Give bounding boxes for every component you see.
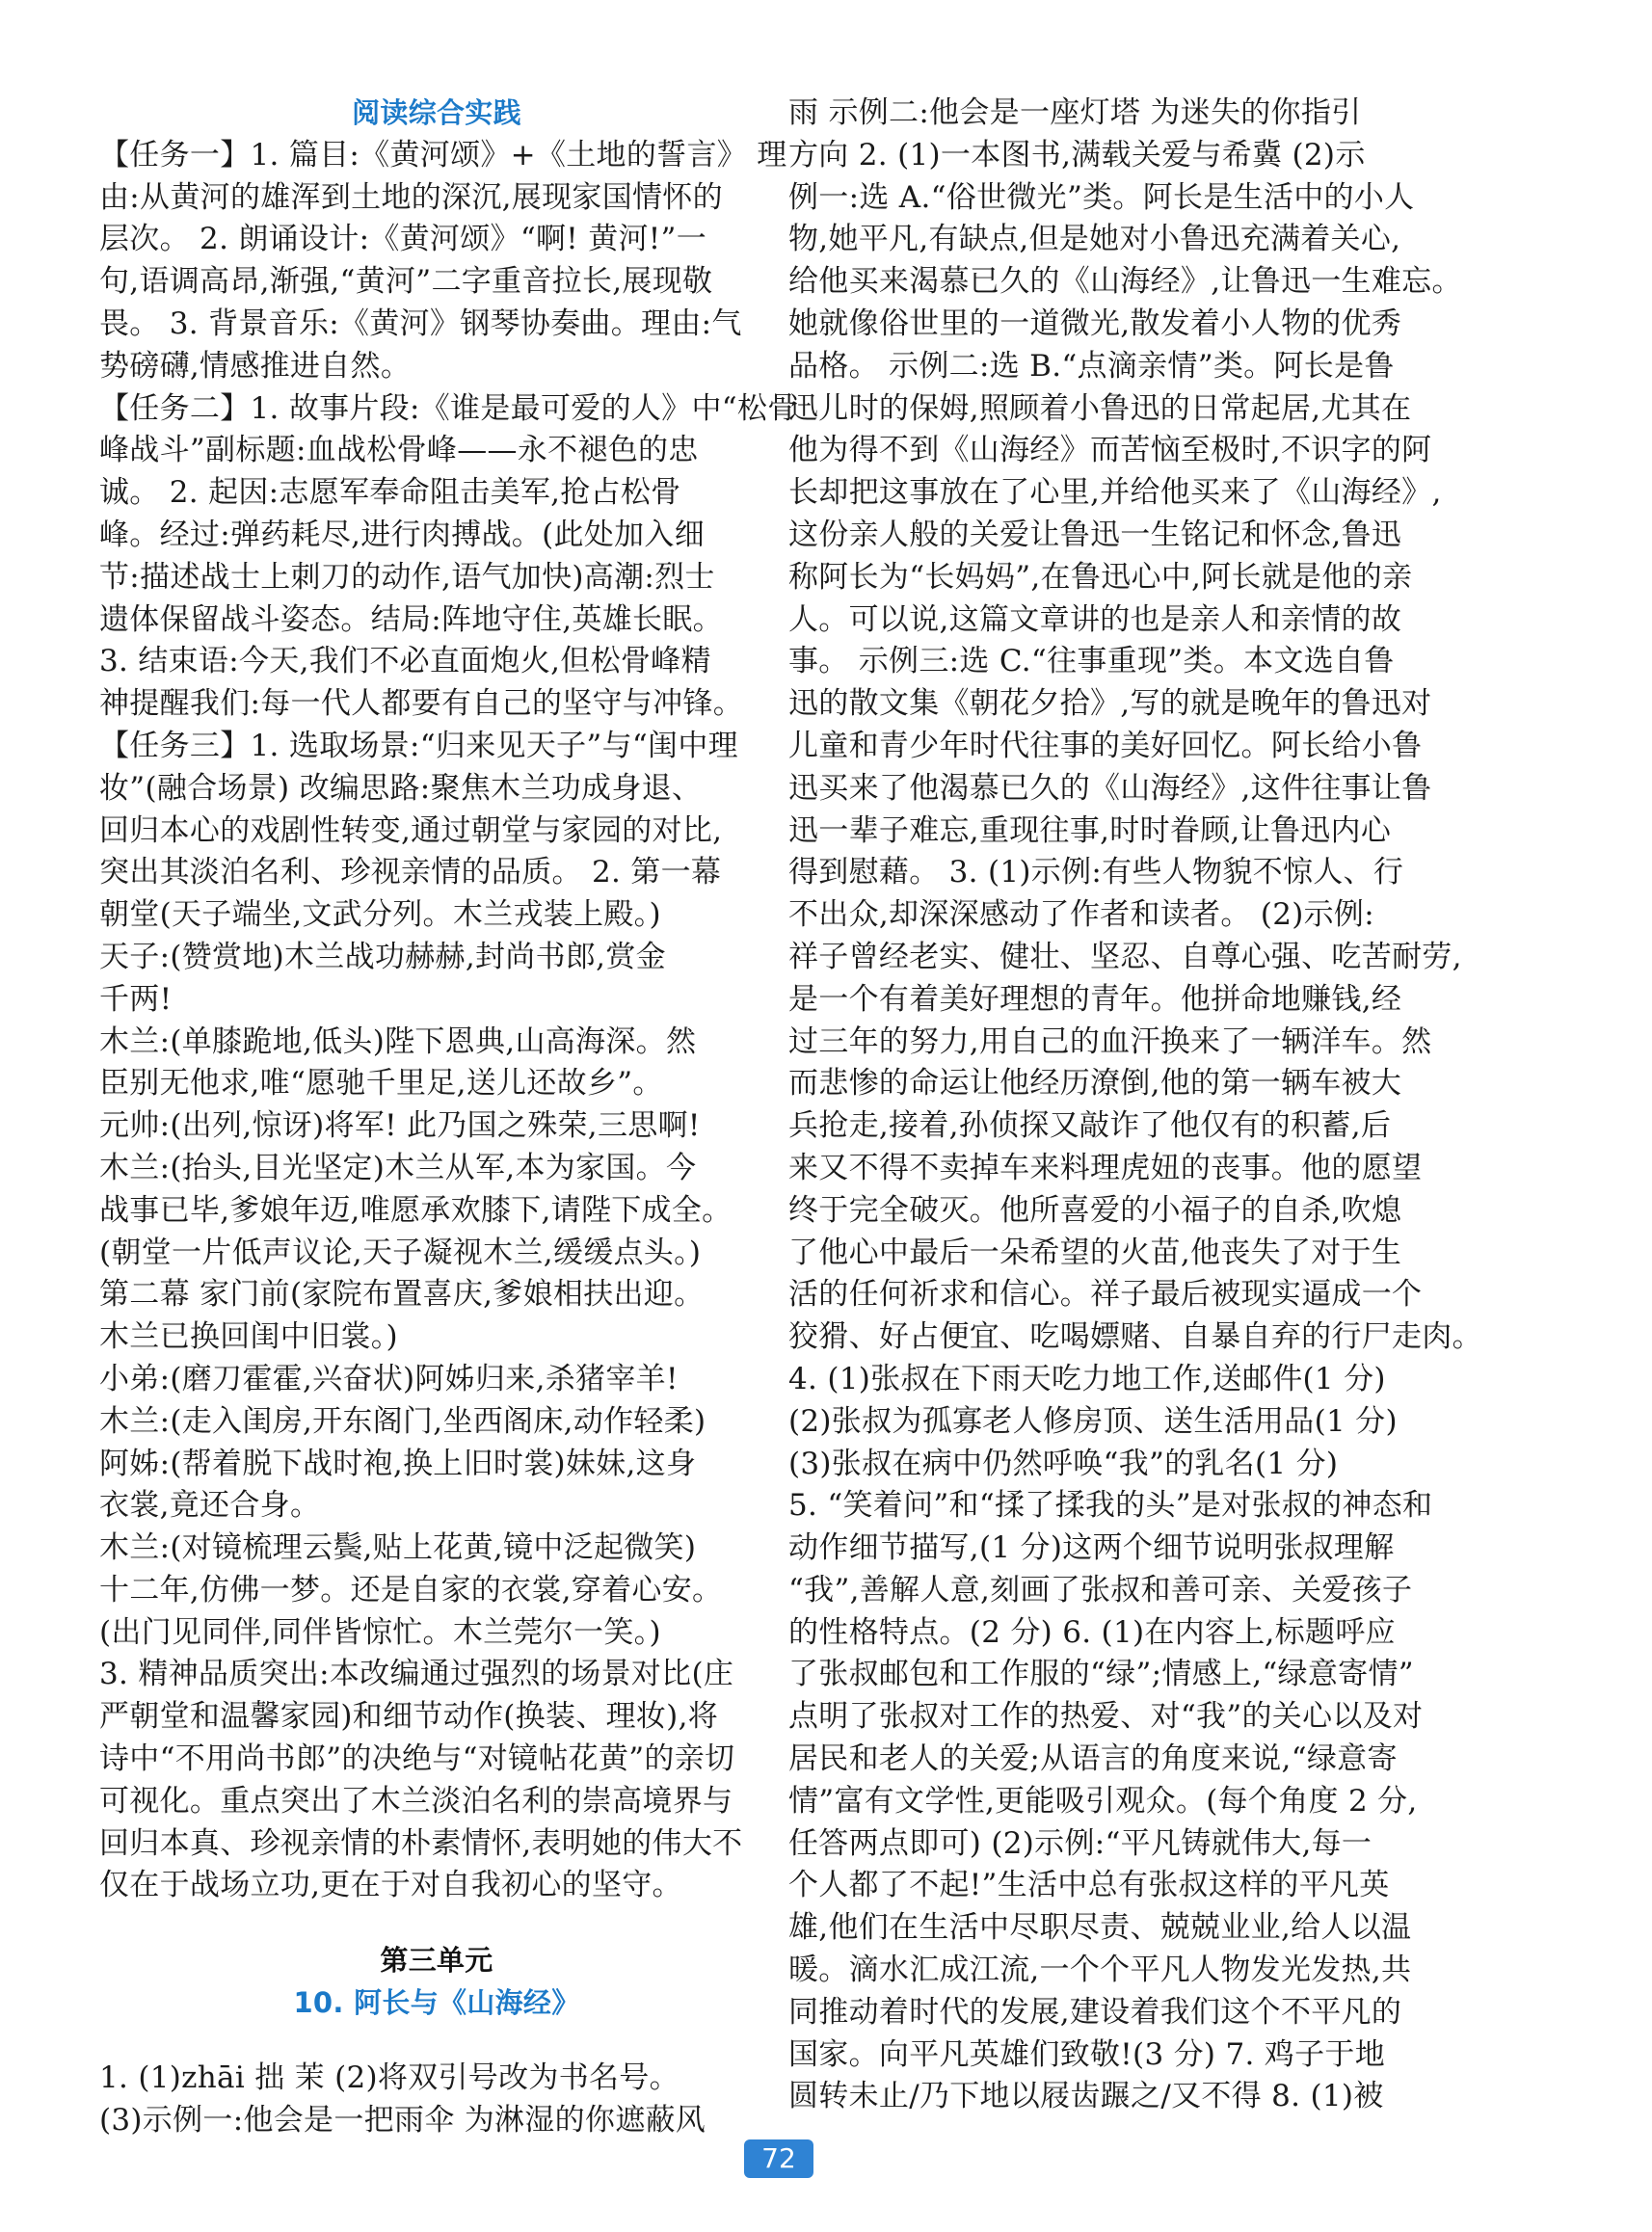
text-line: 可视化。重点突出了木兰淡泊名利的崇高境界与 bbox=[99, 1783, 733, 1819]
text-line: 长却把这事放在了心里,并给他买来了《山海经》, bbox=[788, 475, 1442, 511]
text-line: 国家。向平凡英雄们致敬!(3 分) 7. 鸡子于地 bbox=[788, 2036, 1386, 2072]
text-line: 遗体保留战斗姿态。结局:阵地守住,英雄长眠。 bbox=[99, 601, 723, 637]
text-line: 第二幕 家门前(家院布置喜庆,爹娘相扶出迎。 bbox=[99, 1277, 705, 1313]
text-line: 得到慰藉。 3. (1)示例:有些人物貌不惊人、行 bbox=[788, 855, 1404, 890]
text-line: 节:描述战士上刺刀的动作,语气加快)高潮:烈士 bbox=[99, 559, 715, 595]
text-line: (3)张叔在病中仍然呼唤“我”的乳名(1 分) bbox=[788, 1446, 1339, 1481]
text-line: 朝堂(天子端坐,文武分列。木兰戎装上殿。) bbox=[99, 897, 661, 933]
text-line: 峰。经过:弹药耗尽,进行肉搏战。(此处加入细 bbox=[99, 517, 705, 552]
text-line: 事。 示例三:选 C.“往事重现”类。本文选自鲁 bbox=[788, 644, 1395, 679]
text-line: 回归本真、珍视亲情的朴素情怀,表明她的伟大不 bbox=[99, 1825, 743, 1861]
unit-heading: 第三单元 bbox=[380, 1944, 493, 1978]
text-line: (2)张叔为孤寡老人修房顶、送生活用品(1 分) bbox=[788, 1403, 1398, 1439]
text-line: 迅买来了他渴慕已久的《山海经》,这件往事让鲁 bbox=[788, 770, 1432, 806]
text-line: 了他心中最后一朵希望的火苗,他丧失了对于生 bbox=[788, 1235, 1402, 1270]
right-column bbox=[788, 93, 1482, 2118]
text-line: 不出众,却深深感动了作者和读者。 (2)示例: bbox=[788, 897, 1374, 933]
text-line: 木兰已换回闺中旧裳。) bbox=[99, 1319, 398, 1355]
text-line: 木兰:(走入闺房,开东阁门,坐西阁床,动作轻柔) bbox=[99, 1403, 706, 1439]
text-line: 物,她平凡,有缺点,但是她对小鲁迅充满着关心, bbox=[788, 222, 1401, 257]
text-line: 诚。 2. 起因:志愿军奉命阻击美军,抢占松骨 bbox=[99, 475, 681, 511]
text-line: “我”,善解人意,刻画了张叔和善可亲、关爱孩子 bbox=[788, 1572, 1413, 1608]
text-line: 突出其淡泊名利、珍视亲情的品质。 2. 第一幕 bbox=[99, 855, 722, 890]
text-line: 暖。滴水汇成江流,一个个平凡人物发光发热,共 bbox=[788, 1953, 1412, 1988]
left-column bbox=[99, 93, 798, 2141]
text-line: 点明了张叔对工作的热爱、对“我”的关心以及对 bbox=[788, 1699, 1424, 1735]
text-line: 儿童和青少年时代往事的美好回忆。阿长给小鲁 bbox=[788, 728, 1423, 763]
text-line: 狡猾、好占便宜、吃喝嫖赌、自暴自弃的行尸走肉。 bbox=[788, 1319, 1482, 1355]
text-line: 个人都了不起!”生活中总有张叔这样的平凡英 bbox=[788, 1868, 1390, 1903]
text-line: 迅的散文集《朝花夕拾》,写的就是晚年的鲁迅对 bbox=[788, 686, 1432, 722]
text-line: 由:从黄河的雄浑到土地的深沉,展现家国情怀的 bbox=[99, 179, 723, 215]
text-line: 神提醒我们:每一代人都要有自己的坚守与冲锋。 bbox=[99, 686, 744, 722]
text-line: 她就像俗世里的一道微光,散发着小人物的优秀 bbox=[788, 306, 1402, 341]
text-line: 3. 精神品质突出:本改编通过强烈的场景对比(庄 bbox=[99, 1657, 734, 1692]
text-line: 1. (1)zhāi 拙 茉 (2)将双引号改为书名号。 bbox=[99, 2059, 679, 2095]
section-heading: 阅读综合实践 bbox=[352, 96, 521, 129]
text-line: 居民和老人的关爱;从语言的角度来说,“绿意寄 bbox=[788, 1741, 1398, 1777]
text-line: 仅在于战场立功,更在于对自我初心的坚守。 bbox=[99, 1868, 682, 1903]
text-line: 任答两点即可) (2)示例:“平凡铸就伟大,每一 bbox=[788, 1825, 1372, 1861]
text-line: (出门见同伴,同伴皆惊忙。木兰莞尔一笑。) bbox=[99, 1614, 661, 1650]
text-line: 雄,他们在生活中尽职尽责、兢兢业业,给人以温 bbox=[788, 1910, 1412, 1946]
text-line: 回归本心的戏剧性转变,通过朝堂与家园的对比, bbox=[99, 812, 723, 848]
text-line: 人。可以说,这篇文章讲的也是亲人和亲情的故 bbox=[788, 601, 1402, 637]
text-line: 称阿长为“长妈妈”,在鲁迅心中,阿长就是他的亲 bbox=[788, 559, 1413, 595]
text-line: 迅一辈子难忘,重现往事,时时眷顾,让鲁迅内心 bbox=[788, 812, 1392, 848]
text-line: 小弟:(磨刀霍霍,兴奋状)阿姊归来,杀猪宰羊! bbox=[99, 1361, 679, 1396]
text-line: 他为得不到《山海经》而苦恼至极时,不识字的阿 bbox=[788, 433, 1432, 468]
text-line: 雨 示例二:他会是一座灯塔 为迷失的你指引 bbox=[788, 95, 1362, 130]
text-line: 木兰:(抬头,目光坚定)木兰从军,本为家国。今 bbox=[99, 1150, 697, 1185]
text-line: 元帅:(出列,惊讶)将军! 此乃国之殊荣,三思啊! bbox=[99, 1108, 701, 1144]
section-heading: 10. 阿长与《山海经》 bbox=[293, 1986, 580, 2020]
text-line: 十二年,仿佛一梦。还是自家的衣裳,穿着心安。 bbox=[99, 1572, 723, 1608]
text-line: 层次。 2. 朗诵设计:《黄河颂》“啊! 黄河!”一 bbox=[99, 222, 706, 257]
section-gap bbox=[99, 1907, 774, 1940]
text-line: 【任务二】1. 故事片段:《谁是最可爱的人》中“松骨 bbox=[99, 390, 798, 426]
text-line: 给他买来渴慕已久的《山海经》,让鲁迅一生难忘。 bbox=[788, 264, 1462, 300]
text-line: 峰战斗”副标题:血战松骨峰——永不褪色的忠 bbox=[99, 433, 699, 468]
text-line: 【任务一】1. 篇目:《黄河颂》+《土地的誓言》 理 bbox=[99, 137, 787, 173]
text-line: 4. (1)张叔在下雨天吃力地工作,送邮件(1 分) bbox=[788, 1361, 1386, 1396]
text-line: 衣裳,竟还合身。 bbox=[99, 1488, 321, 1524]
text-line: 【任务三】1. 选取场景:“归来见天子”与“闺中理 bbox=[99, 728, 738, 763]
text-line: 祥子曾经老实、健壮、坚忍、自尊心强、吃苦耐劳, bbox=[788, 939, 1462, 974]
text-line: 畏。 3. 背景音乐:《黄河》钢琴协奏曲。理由:气 bbox=[99, 306, 742, 341]
text-line: 例一:选 A.“俗世微光”类。阿长是生活中的小人 bbox=[788, 179, 1415, 215]
text-line: 妆”(融合场景) 改编思路:聚焦木兰功成身退、 bbox=[99, 770, 703, 806]
text-line: 阿姊:(帮着脱下战时袍,换上旧时裳)妹妹,这身 bbox=[99, 1446, 697, 1481]
text-line: 同推动着时代的发展,建设着我们这个不平凡的 bbox=[788, 1994, 1402, 2030]
text-line: 迅儿时的保姆,照顾着小鲁迅的日常起居,尤其在 bbox=[788, 390, 1412, 426]
text-line: 动作细节描写,(1 分)这两个细节说明张叔理解 bbox=[788, 1530, 1395, 1566]
text-line: 诗中“不用尚书郎”的决绝与“对镜帖花黄”的亲切 bbox=[99, 1741, 735, 1777]
text-line: (3)示例一:他会是一把雨伞 为淋湿的你遮蔽风 bbox=[99, 2102, 706, 2138]
text-line: 势磅礴,情感推进自然。 bbox=[99, 348, 412, 384]
text-line: 方向 2. (1)一本图书,满载关爱与希冀 (2)示 bbox=[788, 137, 1366, 173]
text-line: 战事已毕,爹娘年迈,唯愿承欢膝下,请陛下成全。 bbox=[99, 1192, 733, 1228]
text-line: 情”富有文学性,更能吸引观众。(每个角度 2 分, bbox=[788, 1783, 1418, 1819]
text-line: 是一个有着美好理想的青年。他拼命地赚钱,经 bbox=[788, 981, 1402, 1017]
text-line: 5. “笑着问”和“揉了揉我的头”是对张叔的神态和 bbox=[788, 1488, 1433, 1524]
text-line: 臣别无他求,唯“愿驰千里足,送儿还故乡”。 bbox=[99, 1066, 663, 1102]
text-line: 兵抢走,接着,孙侦探又敲诈了他仅有的积蓄,后 bbox=[788, 1108, 1392, 1144]
text-line: 过三年的努力,用自己的血汗换来了一辆洋车。然 bbox=[788, 1023, 1432, 1059]
text-line: 来又不得不卖掉车来料理虎妞的丧事。他的愿望 bbox=[788, 1150, 1423, 1185]
page-number: 72 bbox=[744, 2139, 813, 2178]
section-gap bbox=[99, 2025, 774, 2058]
text-line: 天子:(赞赏地)木兰战功赫赫,封尚书郎,赏金 bbox=[99, 939, 666, 974]
text-line: 这份亲人般的关爱让鲁迅一生铭记和怀念,鲁迅 bbox=[788, 517, 1402, 552]
text-line: 圆转未止/乃下地以屐齿蹍之/又不得 8. (1)被 bbox=[788, 2079, 1384, 2114]
text-line: 活的任何祈求和信心。祥子最后被现实逼成一个 bbox=[788, 1277, 1423, 1313]
text-line: 句,语调高昂,渐强,“黄河”二字重音拉长,展现敬 bbox=[99, 264, 713, 300]
text-line: 严朝堂和温馨家园)和细节动作(换装、理妆),将 bbox=[99, 1699, 719, 1735]
text-line: 终于完全破灭。他所喜爱的小福子的自杀,吹熄 bbox=[788, 1192, 1402, 1228]
text-line: (朝堂一片低声议论,天子凝视木兰,缓缓点头。) bbox=[99, 1235, 702, 1270]
text-line: 的性格特点。(2 分) 6. (1)在内容上,标题呼应 bbox=[788, 1614, 1396, 1650]
text-line: 木兰:(对镜梳理云鬓,贴上花黄,镜中泛起微笑) bbox=[99, 1530, 697, 1566]
text-line: 了张叔邮包和工作服的“绿”;情感上,“绿意寄情” bbox=[788, 1657, 1414, 1692]
text-line: 3. 结束语:今天,我们不必直面炮火,但松骨峰精 bbox=[99, 644, 711, 679]
text-line: 品格。 示例二:选 B.“点滴亲情”类。阿长是鲁 bbox=[788, 348, 1395, 384]
text-line: 而悲惨的命运让他经历潦倒,他的第一辆车被大 bbox=[788, 1066, 1402, 1102]
text-line: 千两! bbox=[99, 981, 173, 1017]
text-line: 木兰:(单膝跪地,低头)陛下恩典,山高海深。然 bbox=[99, 1023, 697, 1059]
